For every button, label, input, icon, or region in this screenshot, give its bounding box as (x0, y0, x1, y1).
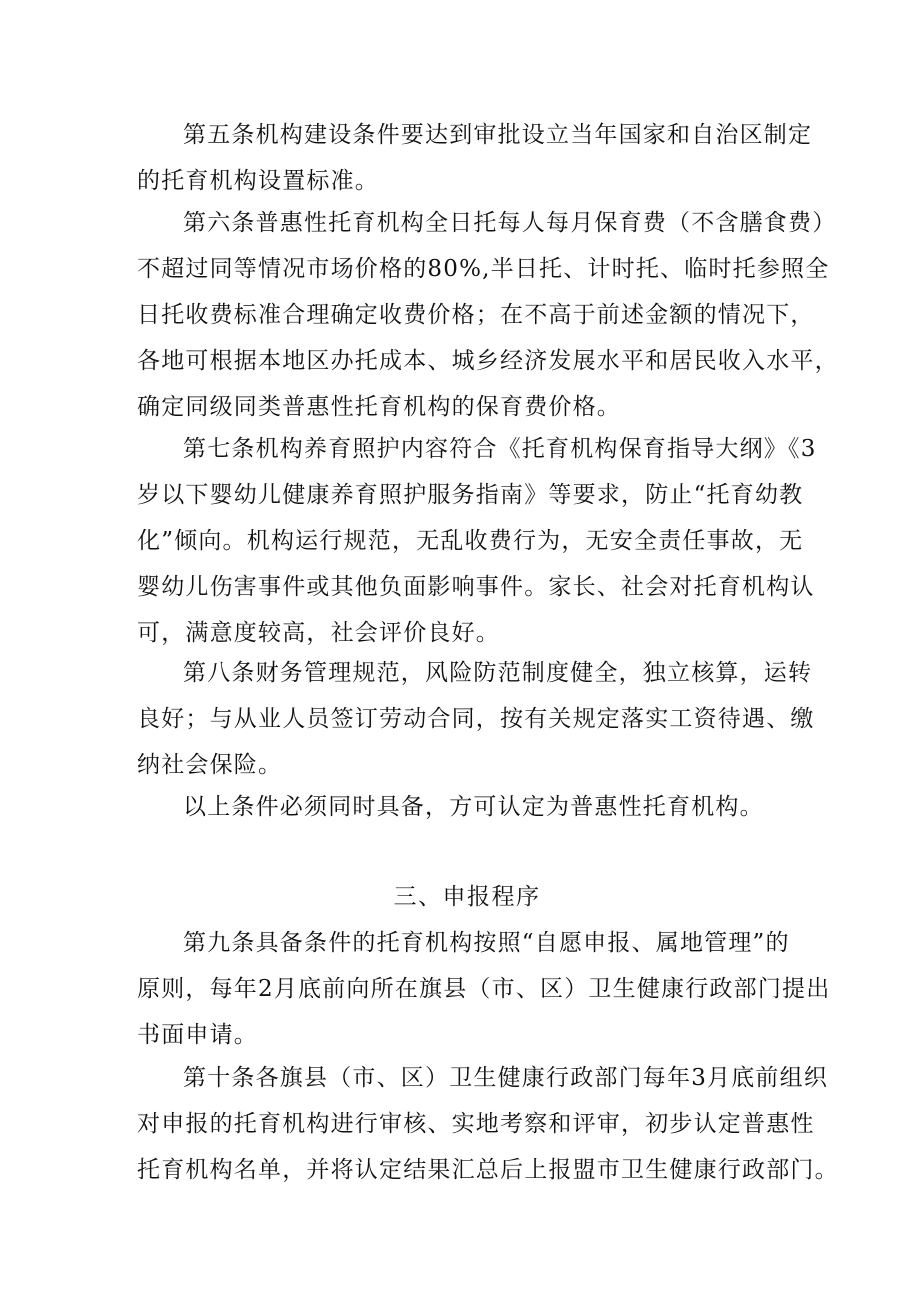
article-10-paragraph (137, 1055, 839, 1193)
section-3-heading: 三、申报程序 (393, 884, 541, 910)
article-8-paragraph (137, 650, 815, 788)
article-7-line-4: 婴幼儿伤害事件或其他负面影响事件。家长、社会对托育机构认 (137, 574, 815, 600)
article-9-line-3: 书面申请。 (137, 1022, 258, 1048)
article-7-line-3: 化”倾向。机构运行规范，无乱收费行为，无安全责任事故，无 (137, 528, 804, 554)
article-6-line-2: 不超过同等情况市场价格的80%,半日托、计时托、临时托参照全 (137, 256, 830, 282)
article-8-line-2: 良好；与从业人员签订劳动合同，按有关规定落实工资待遇、缴 (137, 706, 815, 732)
article-10-line-2: 对申报的托育机构进行审核、实地考察和评审，初步认定普惠性 (137, 1111, 815, 1137)
summary-paragraph (137, 784, 797, 830)
article-9-line-2: 原则，每年2月底前向所在旗县（市、区）卫生健康行政部门提出 (137, 976, 831, 1002)
article-6-line-1: 第六条普惠性托育机构全日托每人每月保育费（不含膳食费） (183, 210, 837, 236)
article-5-paragraph (137, 112, 813, 204)
article-6-line-3: 日托收费标准合理确定收费价格；在不高于前述金额的情况下， (137, 302, 815, 328)
article-10-line-3: 托育机构名单，并将认定结果汇总后上报盟市卫生健康行政部门。 (137, 1157, 839, 1183)
article-9-paragraph (137, 920, 831, 1058)
article-8-line-3: 纳社会保险。 (137, 752, 283, 778)
article-6-paragraph (137, 200, 839, 430)
article-5-line-2: 的托育机构设置标准。 (137, 168, 379, 194)
article-5-line-1: 第五条机构建设条件要达到审批设立当年国家和自治区制定 (183, 122, 813, 148)
article-7-line-2: 岁以下婴幼儿健康养育照护服务指南》等要求，防止“托育幼教 (137, 482, 804, 508)
summary-line-1: 以上条件必须同时具备，方可认定为普惠性托育机构。 (183, 794, 764, 820)
article-6-line-4: 各地可根据本地区办托成本、城乡经济发展水平和居民收入水平， (137, 348, 839, 374)
article-9-line-1: 第九条具备条件的托育机构按照“自愿申报、属地管理”的 (183, 930, 790, 956)
article-7-line-1: 第七条机构养育照护内容符合《托育机构保育指导大纲》《3 (183, 436, 817, 462)
article-8-line-1: 第八条财务管理规范，风险防范制度健全，独立核算，运转 (183, 660, 813, 686)
article-6-line-5: 确定同级同类普惠性托育机构的保育费价格。 (137, 394, 621, 420)
article-10-line-1: 第十条各旗县（市、区）卫生健康行政部门每年3月底前组织 (183, 1065, 829, 1091)
article-7-paragraph (137, 426, 817, 656)
article-7-line-5: 可，满意度较高，社会评价良好。 (137, 620, 500, 646)
